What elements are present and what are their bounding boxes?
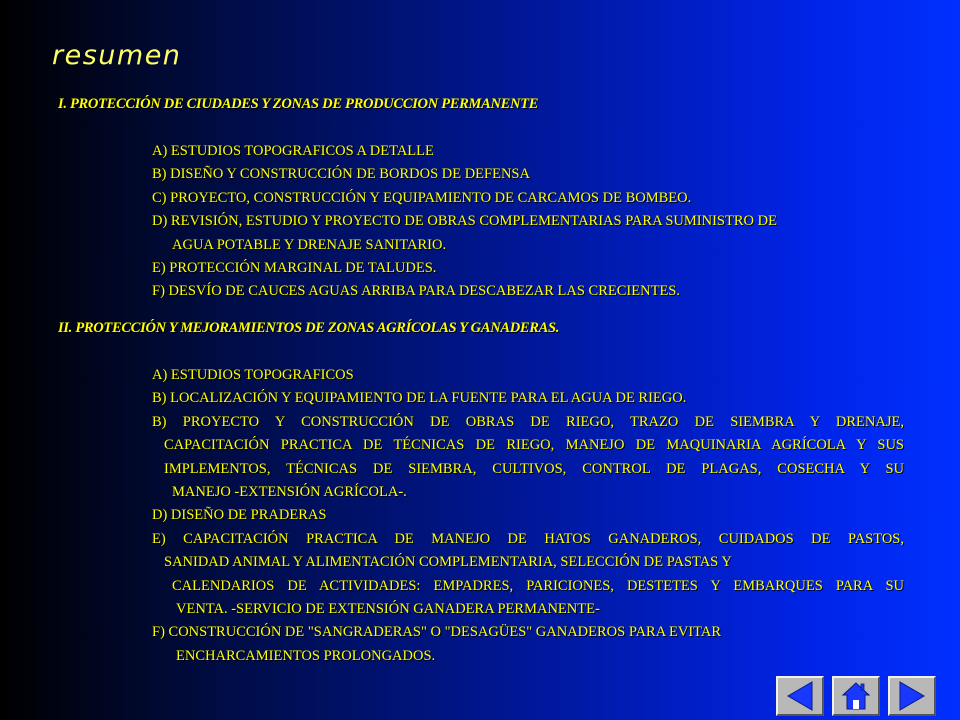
list-item: D) DISEÑO DE PRADERAS <box>152 507 327 524</box>
list-item-continuation: MANEJO -EXTENSIÓN AGRÍCOLA-. <box>172 484 407 501</box>
home-icon <box>834 678 878 714</box>
list-item: F) DESVÍO DE CAUCES AGUAS ARRIBA PARA DESCABEZAR LAS CRECIENTES. <box>152 283 680 300</box>
list-item: F) CONSTRUCCIÓN DE "SANGRADERAS" O "DESAGÜES" GANADEROS PARA EVITAR <box>152 624 722 641</box>
list-item: C) PROYECTO, CONSTRUCCIÓN Y EQUIPAMIENTO DE CARCAMOS DE BOMBEO. <box>152 189 692 206</box>
triangle-right-icon <box>890 678 934 714</box>
section-1-list <box>152 140 904 304</box>
section-2-list <box>152 364 904 668</box>
section-1-heading: I. PROTECCIÓN DE CIUDADES Y ZONAS DE PRODUCCION PERMANENTE <box>58 96 539 112</box>
list-item: B) PROYECTO Y CONSTRUCCIÓN DE OBRAS DE RIEGO, TRAZO DE SIEMBRA Y DRENAJE, <box>152 413 904 430</box>
triangle-left-icon <box>778 678 822 714</box>
list-item-continuation: AGUA POTABLE Y DRENAJE SANITARIO. <box>172 236 447 253</box>
list-item-continuation: CALENDARIOS DE ACTIVIDADES: EMPADRES, PARICIONES, DESTETES Y EMBARQUES PARA SU <box>172 577 904 594</box>
list-item-continuation: CAPACITACIÓN PRACTICA DE TÉCNICAS DE RIEGO, MANEJO DE MAQUINARIA AGRÍCOLA Y SUS <box>164 437 904 454</box>
list-item: E) CAPACITACIÓN PRACTICA DE MANEJO DE HATOS GANADEROS, CUIDADOS DE PASTOS, <box>152 530 904 547</box>
list-item: A) ESTUDIOS TOPOGRAFICOS <box>152 367 354 383</box>
list-item-continuation: SANIDAD ANIMAL Y ALIMENTACIÓN COMPLEMENTARIA, SELECCIÓN DE PASTAS Y <box>164 554 732 571</box>
slide-title: resumen <box>52 40 182 71</box>
next-slide-button[interactable] <box>888 676 936 716</box>
list-item: B) DISEÑO Y CONSTRUCCIÓN DE BORDOS DE DEFENSA <box>152 166 530 183</box>
section-2-heading: II. PROTECCIÓN Y MEJORAMIENTOS DE ZONAS AGRÍCOLAS Y GANADERAS. <box>58 320 560 336</box>
list-item-continuation: IMPLEMENTOS, TÉCNICAS DE SIEMBRA, CULTIVOS, CONTROL DE PLAGAS, COSECHA Y SU <box>164 460 904 477</box>
previous-slide-button[interactable] <box>776 676 824 716</box>
list-item: A) ESTUDIOS TOPOGRAFICOS A DETALLE <box>152 143 434 159</box>
list-item: D) REVISIÓN, ESTUDIO Y PROYECTO DE OBRAS COMPLEMENTARIAS PARA SUMINISTRO DE <box>152 213 777 230</box>
list-item: B) LOCALIZACIÓN Y EQUIPAMIENTO DE LA FUENTE PARA EL AGUA DE RIEGO. <box>152 390 687 407</box>
list-item: E) PROTECCIÓN MARGINAL DE TALUDES. <box>152 260 437 277</box>
list-item-continuation: ENCHARCAMIENTOS PROLONGADOS. <box>176 647 436 664</box>
home-button[interactable] <box>832 676 880 716</box>
list-item-continuation: VENTA. -SERVICIO DE EXTENSIÓN GANADERA PERMANENTE- <box>176 601 600 618</box>
